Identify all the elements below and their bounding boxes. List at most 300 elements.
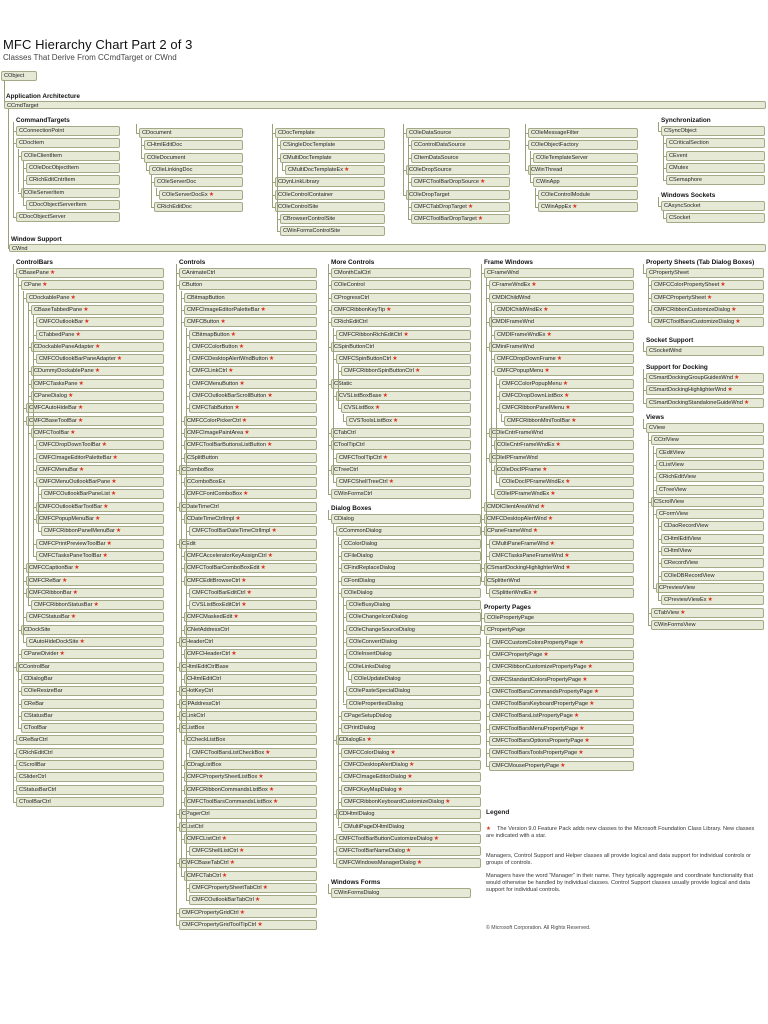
new-class-star-icon: ★	[77, 405, 84, 412]
class-name: CSmartDockingHighlighterWnd	[487, 565, 565, 572]
tree-connector	[343, 704, 346, 705]
class-box	[179, 908, 317, 918]
new-class-star-icon: ★	[416, 860, 423, 867]
class-name: CFormView	[659, 511, 689, 518]
class-box	[285, 165, 385, 175]
class-name: CMFCToolBarsOptionsPropertyPage	[492, 738, 584, 744]
class-name: CMFCMousePropertyPage	[492, 762, 560, 769]
class-name: CItemDataSource	[414, 154, 459, 161]
class-name: CMDIFrameWndEx	[497, 331, 546, 338]
class-box	[351, 674, 481, 684]
new-class-star-icon: ★	[49, 270, 56, 276]
new-class-star-icon: ★	[70, 614, 77, 621]
class-box	[184, 785, 317, 795]
class-name: CAnimateCtrl	[182, 270, 216, 276]
class-box	[16, 760, 164, 770]
new-class-star-icon: ★	[115, 528, 122, 535]
class-name: CMFCLinkCtrl	[192, 368, 228, 375]
tree-connector	[338, 364, 339, 408]
class-box	[489, 699, 634, 709]
class-box	[494, 305, 634, 315]
class-name: CView	[649, 425, 666, 431]
tree-connector	[33, 315, 34, 556]
class-name: CCtrlView	[654, 437, 679, 444]
tree-connector	[486, 766, 489, 767]
column-heading: Synchronization	[661, 117, 711, 124]
class-name: COleIPFrameWndEx	[497, 491, 550, 498]
class-name: CMFCStandardColorsPropertyPage	[492, 676, 582, 683]
new-class-star-icon: ★	[258, 774, 264, 781]
new-class-star-icon: ★	[571, 417, 577, 424]
class-name: CHtmlEditCtrl	[187, 675, 221, 682]
tree-connector	[328, 519, 331, 520]
new-class-star-icon: ★	[543, 306, 549, 313]
class-name: CDocument	[142, 130, 172, 136]
new-class-star-icon: ★	[234, 405, 240, 412]
class-name: CDialog	[334, 516, 354, 522]
class-box	[189, 342, 317, 352]
tree-connector	[328, 494, 331, 495]
class-name: CDummyDockablePane	[34, 368, 94, 375]
class-box	[411, 177, 510, 187]
class-name: CVSListBoxBase	[339, 393, 382, 399]
class-box	[184, 735, 317, 745]
class-name: CMFCDropDownListBox	[502, 393, 563, 399]
tree-connector	[146, 163, 147, 170]
class-box	[184, 625, 317, 635]
tree-connector	[141, 158, 144, 159]
tree-connector	[333, 524, 334, 863]
new-class-star-icon: ★	[720, 282, 726, 289]
tree-connector	[181, 291, 182, 876]
class-name: COleDocObjectItem	[29, 164, 79, 171]
new-class-star-icon: ★	[94, 368, 101, 375]
class-box	[661, 534, 764, 544]
class-box	[331, 305, 471, 315]
class-box	[336, 846, 481, 856]
class-box	[16, 748, 164, 758]
class-name: CMFCColorPropertySheet	[654, 282, 720, 289]
new-class-star-icon: ★	[233, 614, 239, 621]
class-box	[489, 638, 634, 648]
column-heading: Property Pages	[484, 604, 531, 611]
class-name: COleInsertDialog	[349, 651, 392, 658]
new-class-star-icon: ★	[587, 664, 593, 671]
class-name: CDocItem	[19, 140, 44, 147]
class-name: CToolBarCtrl	[19, 798, 51, 805]
class-name: COleDataSource	[409, 130, 452, 136]
class-box	[16, 268, 164, 278]
new-class-star-icon: ★	[257, 921, 263, 928]
new-class-star-icon: ★	[271, 528, 277, 535]
class-name: CPropertyPage	[487, 627, 526, 634]
class-name: CRichEditCtrl	[19, 749, 53, 756]
class-name: CPropertySheet	[649, 270, 689, 276]
class-name: CMFCToolBarsCustomizeDialog	[654, 319, 735, 326]
new-class-star-icon: ★	[544, 368, 550, 375]
class-name: CPane	[24, 282, 42, 289]
class-box	[26, 416, 164, 426]
class-box	[16, 662, 164, 672]
tree-connector	[486, 636, 487, 766]
tree-connector	[481, 609, 482, 630]
class-name: CHtmlEditDoc	[147, 142, 183, 149]
class-name: COleDropSource	[409, 166, 452, 173]
new-class-star-icon: ★	[589, 701, 595, 708]
tree-connector	[141, 138, 142, 157]
class-box	[489, 453, 634, 463]
class-name: CMFCPopupMenuBar	[39, 516, 95, 522]
tree-connector	[272, 207, 275, 208]
tree-connector	[23, 205, 26, 206]
new-class-star-icon: ★	[67, 393, 74, 399]
class-box	[494, 465, 634, 475]
class-name: CMFCShellListCtrl	[192, 848, 238, 855]
class-box	[179, 280, 317, 290]
class-name: COleChangeSourceDialog	[349, 626, 415, 633]
class-name: CDocObjectServer	[19, 214, 66, 221]
class-box	[184, 612, 317, 622]
class-name: CMFCImageEditorDialog	[344, 774, 407, 781]
class-box	[36, 551, 164, 561]
class-box	[666, 138, 765, 148]
class-box	[280, 140, 385, 150]
tree-connector	[348, 679, 351, 680]
class-name: CMFCOutlookBarTabCtrl	[192, 897, 254, 904]
class-name: COleDialog	[344, 589, 373, 596]
class-box	[666, 213, 765, 223]
class-box	[184, 489, 317, 499]
class-name: CMFCMenuButton	[192, 380, 239, 387]
class-box	[484, 268, 634, 278]
class-box	[656, 509, 764, 519]
class-name: CMFCMenuBar	[39, 466, 78, 473]
class-name: CMFCColorPickerCtrl	[187, 417, 241, 424]
class-name: CVSToolsListBox	[349, 417, 392, 424]
class-box	[661, 558, 764, 568]
tree-connector	[18, 193, 21, 194]
class-name: CMFCBaseToolBar	[29, 417, 77, 424]
class-name: CMFCToolBarsListPropertyPage	[492, 713, 573, 720]
tree-connector	[348, 672, 349, 679]
new-class-star-icon: ★	[239, 848, 245, 855]
class-box	[494, 440, 634, 450]
new-class-star-icon: ★	[555, 442, 561, 449]
class-name: CMFCButton	[187, 319, 220, 326]
class-box	[646, 423, 764, 433]
class-name: CProgressCtrl	[334, 294, 370, 301]
class-box	[21, 625, 164, 635]
new-class-star-icon: ★	[578, 750, 584, 757]
class-box	[179, 723, 317, 733]
class-name: CMFCPropertySheetTabCtrl	[192, 885, 262, 891]
tree-connector	[643, 273, 646, 274]
class-name: COleDropTarget	[409, 191, 450, 198]
class-name: CRichEditView	[659, 474, 696, 481]
tree-connector	[272, 124, 273, 207]
new-class-star-icon: ★	[579, 725, 585, 732]
class-box	[16, 138, 120, 148]
class-box	[341, 772, 481, 782]
class-box	[16, 212, 120, 222]
tree-connector	[333, 482, 336, 483]
class-box	[31, 391, 164, 401]
class-box	[341, 563, 481, 573]
tree-connector	[38, 531, 41, 532]
class-box	[489, 724, 634, 734]
tree-connector	[18, 149, 19, 193]
class-box	[21, 188, 120, 198]
new-class-star-icon: ★	[42, 282, 48, 289]
class-box	[489, 748, 634, 758]
tree-connector	[156, 188, 157, 195]
class-box	[411, 202, 510, 212]
legend-support-note: Managers have the word “Manager” in their name. They typically aggregate and coordinate functionality that would otherwise be handled by individual classes. Control Support classes usually provide logical and data support for individual controls.	[486, 873, 753, 893]
class-name: COleServerDoc	[157, 179, 197, 186]
class-box	[31, 305, 164, 315]
class-name: CMFCAcceleratorKeyAssignCtrl	[187, 552, 267, 559]
class-name: CColorDialog	[344, 540, 378, 547]
new-class-star-icon: ★	[565, 565, 571, 572]
class-box	[26, 200, 120, 210]
new-class-star-icon: ★	[272, 798, 279, 805]
tree-connector	[403, 124, 404, 195]
class-name: COleDBRecordView	[664, 572, 715, 579]
class-box	[346, 612, 481, 622]
new-class-star-icon: ★	[578, 639, 585, 646]
class-box	[533, 177, 638, 187]
class-name: CPreviewViewEx	[664, 597, 707, 604]
class-name: CMFCPropertyGridCtrl	[182, 909, 239, 916]
class-box	[184, 453, 317, 463]
class-box	[16, 797, 164, 807]
new-class-star-icon: ★	[83, 306, 89, 313]
tree-connector	[328, 264, 329, 494]
class-box	[336, 735, 481, 745]
class-name: CMFCDesktopAlertWndButton	[192, 356, 268, 363]
tree-connector	[186, 328, 187, 901]
class-name: COleDocIPFrameWndEx	[502, 479, 565, 486]
tree-connector	[535, 188, 536, 207]
class-box	[489, 588, 634, 598]
class-name: CMFCImageEditorPaletteBar	[187, 306, 260, 313]
tree-connector	[643, 403, 646, 404]
new-class-star-icon: ★	[59, 651, 65, 658]
class-name: CCheckListBox	[187, 737, 226, 744]
class-box	[189, 600, 317, 610]
column-heading: Windows Sockets	[661, 192, 716, 199]
new-class-star-icon: ★	[735, 319, 741, 326]
class-box	[336, 354, 471, 364]
class-box	[661, 521, 764, 531]
class-box	[661, 571, 764, 581]
class-name: CMFCOutlookBarToolBar	[39, 503, 103, 510]
class-box	[331, 465, 471, 475]
class-name: CHtmlEditView	[664, 535, 702, 542]
tree-connector	[343, 598, 344, 703]
class-name: CMFCPropertySheet	[654, 294, 706, 301]
class-box	[494, 489, 634, 499]
class-box	[651, 620, 764, 630]
tree-connector	[186, 900, 189, 901]
new-class-star-icon: ★	[560, 762, 566, 769]
class-name: CPaneFrameWnd	[487, 528, 532, 535]
class-name: CWinFormsDialog	[334, 890, 380, 896]
class-box	[651, 317, 764, 327]
new-class-star-icon: ★	[542, 466, 548, 473]
tree-connector	[156, 195, 159, 196]
new-class-star-icon: ★	[231, 651, 237, 658]
class-name: CButton	[182, 282, 203, 289]
class-name: CMFCRibbonKeyTip	[334, 306, 386, 313]
tree-connector	[525, 170, 528, 171]
class-name: CPrintDialog	[344, 725, 376, 732]
tree-connector	[338, 537, 339, 827]
class-name: CMFCCustomColorsPropertyPage	[492, 639, 578, 646]
class-box	[336, 834, 481, 844]
tree-connector	[176, 925, 179, 926]
class-box	[184, 514, 317, 524]
class-name: CSmartDockingHighlighterWnd	[649, 387, 727, 394]
class-name: CHotKeyCtrl	[182, 688, 214, 695]
tree-connector	[648, 322, 651, 323]
class-name: CLinkCtrl	[182, 712, 206, 719]
new-class-star-icon: ★	[106, 540, 112, 547]
class-name: CMFCToolBarComboBoxEdit	[187, 565, 260, 572]
class-name: CMFCBaseTabCtrl	[182, 860, 229, 867]
new-class-star-icon: ★	[101, 442, 107, 449]
root-connector	[4, 80, 5, 102]
new-class-star-icon: ★	[77, 417, 84, 424]
tree-connector	[643, 342, 644, 351]
column-heading: ControlBars	[16, 259, 53, 266]
new-class-star-icon: ★	[208, 191, 215, 198]
class-name: CSmartDockingGroupGuidesWnd	[649, 375, 733, 381]
class-box	[184, 416, 317, 426]
class-box	[661, 126, 765, 136]
class-name: CRecordView	[664, 560, 699, 567]
class-box	[189, 379, 317, 389]
class-box	[656, 583, 764, 593]
class-name: CMFCImageEditorPaletteBar	[39, 454, 112, 461]
tree-connector	[23, 161, 24, 205]
class-box	[489, 539, 634, 549]
class-box	[26, 612, 164, 622]
class-name: CMFCEditBrowseCtrl	[187, 577, 241, 584]
tree-connector	[18, 728, 21, 729]
class-box	[184, 305, 317, 315]
class-box	[280, 226, 385, 236]
class-box	[646, 373, 764, 383]
class-box	[26, 563, 164, 573]
class-box	[656, 460, 764, 470]
class-box	[489, 761, 634, 771]
class-name: CWinApp	[536, 179, 560, 186]
class-name: CMonthCalCtrl	[334, 270, 371, 276]
class-box	[331, 428, 471, 438]
class-box	[411, 214, 510, 224]
class-box	[36, 465, 164, 475]
class-name: CTabView	[654, 609, 680, 616]
class-name: CFindReplaceDialog	[344, 565, 396, 572]
class-box	[489, 711, 634, 721]
class-box	[651, 608, 764, 618]
class-box	[331, 379, 471, 389]
legend-managers-note: Managers, Control Support and Helper classes all provide logical and data support for individual controls or groups of controls.	[486, 853, 751, 866]
tree-connector	[181, 876, 184, 877]
class-box	[21, 151, 120, 161]
class-box	[189, 403, 317, 413]
class-box	[275, 128, 385, 138]
class-name: CMFCTabCtrl	[187, 872, 221, 879]
tree-connector	[658, 131, 661, 132]
class-name: CMFCColorPopupMenu	[502, 380, 562, 387]
new-class-star-icon: ★	[582, 676, 588, 683]
class-box	[484, 625, 634, 635]
class-name: CListView	[659, 461, 684, 468]
class-name: CBasePane	[19, 270, 49, 276]
new-class-star-icon: ★	[244, 429, 250, 436]
class-box	[484, 563, 634, 573]
tree-connector	[28, 303, 29, 605]
class-name: COleMessageFilter	[531, 130, 579, 136]
class-name: CPageSetupDialog	[344, 712, 392, 719]
class-name: CWinFormsControlSite	[283, 228, 341, 235]
class-box	[489, 551, 634, 561]
class-name: CMultiDocTemplate	[283, 154, 332, 161]
class-box	[341, 711, 481, 721]
new-class-star-icon: ★	[550, 491, 556, 498]
class-name: CEditView	[659, 449, 685, 456]
class-name: CMFCDesktopAlertDialog	[344, 762, 409, 768]
tree-connector	[530, 151, 531, 183]
class-name: CMultiPageDHtmlDialog	[344, 823, 405, 830]
tree-connector	[328, 510, 329, 519]
class-box	[36, 477, 164, 487]
column-heading: Controls	[179, 259, 206, 266]
class-box	[16, 785, 164, 795]
class-name: CHeaderCtrl	[182, 639, 214, 645]
class-box	[184, 428, 317, 438]
tree-connector	[338, 408, 341, 409]
class-name: CTreeCtrl	[334, 466, 359, 473]
tree-connector	[643, 369, 644, 403]
class-box	[275, 177, 385, 187]
class-box	[504, 416, 634, 426]
tree-connector	[481, 630, 484, 631]
class-name: CEdit	[182, 540, 196, 547]
new-class-star-icon: ★	[344, 166, 350, 173]
new-class-star-icon: ★	[241, 577, 247, 584]
class-box	[538, 190, 638, 200]
class-name: CMFCToolBarButtonCustomizeDialog	[339, 835, 433, 842]
class-box	[36, 514, 164, 524]
class-name: CMFCMenuOutlookBarPane	[39, 479, 111, 486]
new-class-star-icon: ★	[382, 454, 389, 461]
class-box	[336, 809, 481, 819]
class-box	[184, 797, 317, 807]
class-name: CMFCRibbonPanelMenu	[502, 405, 565, 412]
class-name: CMFCColorDialog	[344, 749, 390, 756]
class-name: CStatusBar	[24, 712, 53, 719]
class-name: CSplitterWnd	[487, 577, 520, 584]
class-box	[346, 662, 481, 672]
class-name: CSliderCtrl	[19, 774, 47, 781]
class-box	[26, 576, 164, 586]
class-box	[184, 834, 317, 844]
tree-connector	[658, 206, 661, 207]
new-class-star-icon: ★	[79, 639, 85, 645]
